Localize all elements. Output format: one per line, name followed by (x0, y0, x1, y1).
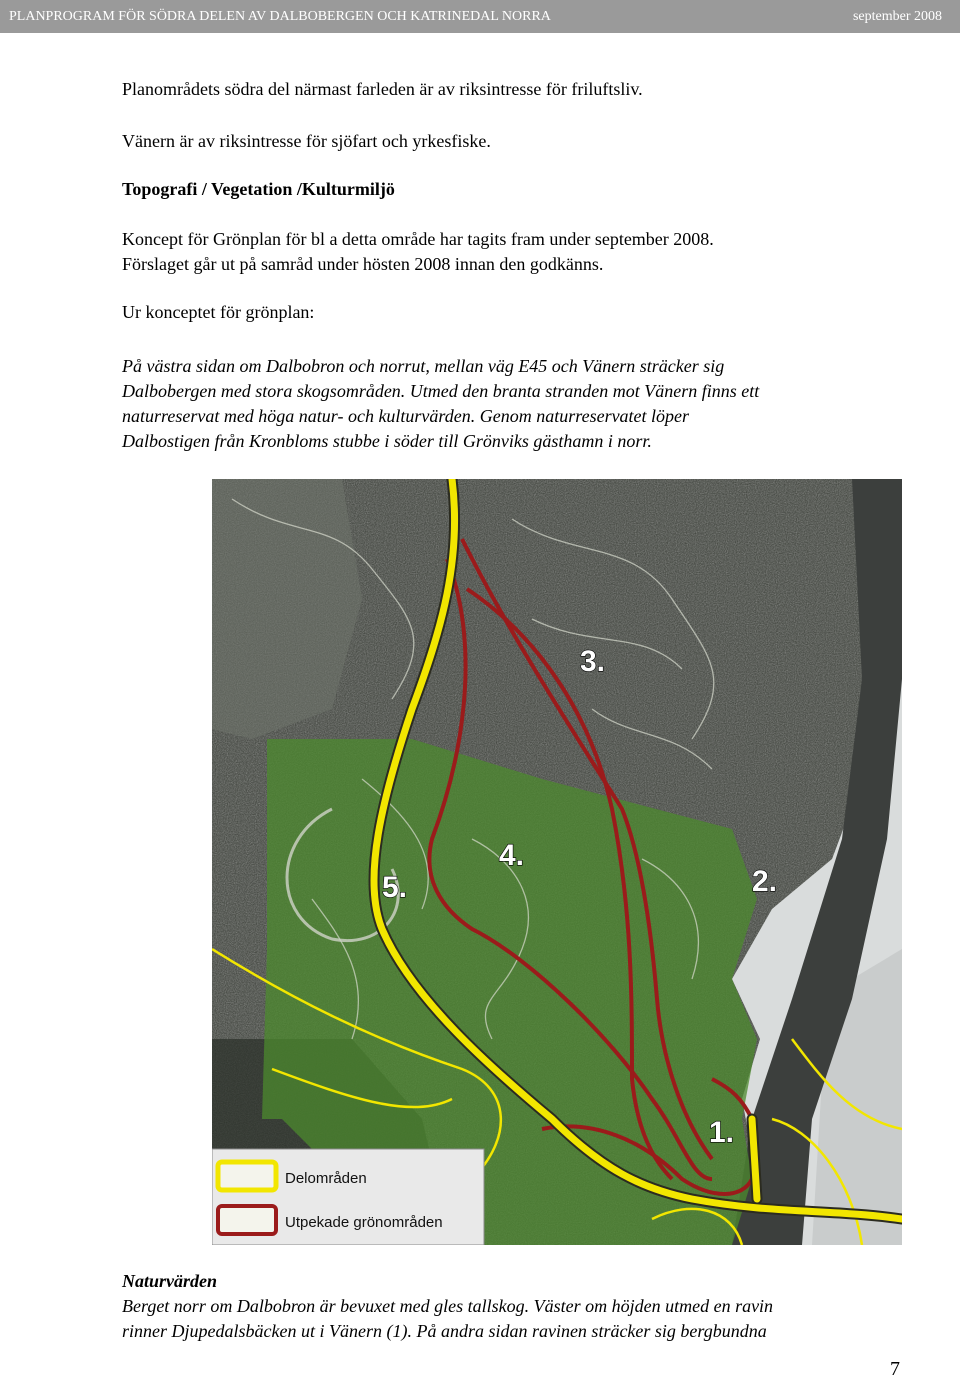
map-label-2: 2. (752, 865, 778, 898)
header-date: september 2008 (852, 9, 942, 24)
quote-line-1: På västra sidan om Dalbobron och norrut, mellan väg E45 och Vänern sträcker sig (122, 356, 725, 376)
heading-naturvarden: Naturvärden (122, 1271, 218, 1291)
page-number: 7 (890, 1358, 900, 1380)
page-header (0, 0, 960, 33)
map-label-3: 3. (580, 645, 606, 678)
quote-line-4: Dalbostigen från Kronbloms stubbe i söder till Grönviks gästhamn i norr. (122, 431, 652, 451)
green-plan-map (212, 479, 902, 1245)
quote-line-3: naturreservat med höga natur- och kulturvärden. Genom naturreservatet löper (122, 406, 690, 426)
paragraph-koncept-line-1: Koncept för Grönplan för bl a detta område har tagits fram under september 2008. (122, 229, 714, 249)
heading-topografi: Topografi / Vegetation /Kulturmiljö (122, 179, 395, 199)
map-label-1: 1. (709, 1116, 735, 1149)
paragraph-koncept-line-2: Förslaget går ut på samråd under hösten 2008 innan den godkänns. (122, 254, 604, 274)
legend-swatch-gronomraden (218, 1206, 276, 1234)
legend-swatch-delomraden (218, 1162, 276, 1190)
map-legend (212, 1149, 484, 1245)
paragraph-ur-konceptet: Ur konceptet för grönplan: (122, 302, 315, 322)
map-label-5: 5. (382, 871, 408, 904)
paragraph-friluftsliv: Planområdets södra del närmast farleden är av riksintresse för friluftsliv. (122, 79, 643, 99)
map-label-4: 4. (499, 839, 525, 872)
paragraph-sjofart: Vänern är av riksintresse för sjöfart och yrkesfiske. (122, 131, 491, 151)
header-title: PLANPROGRAM FÖR SÖDRA DELEN AV DALBOBERGEN OCH KATRINEDAL NORRA (9, 9, 551, 24)
naturvarden-line-1: Berget norr om Dalbobron är bevuxet med gles tallskog. Väster om höjden utmed en ravin (122, 1296, 774, 1316)
legend-label-gronomraden: Utpekade grönområden (285, 1214, 443, 1231)
quote-line-2: Dalbobergen med stora skogsområden. Utmed den branta stranden mot Vänern finns ett (122, 381, 760, 401)
legend-label-delomraden: Delområden (285, 1170, 367, 1187)
naturvarden-line-2: rinner Djupedalsbäcken ut i Vänern (1). På andra sidan ravinen sträcker sig bergbundna (122, 1321, 767, 1341)
